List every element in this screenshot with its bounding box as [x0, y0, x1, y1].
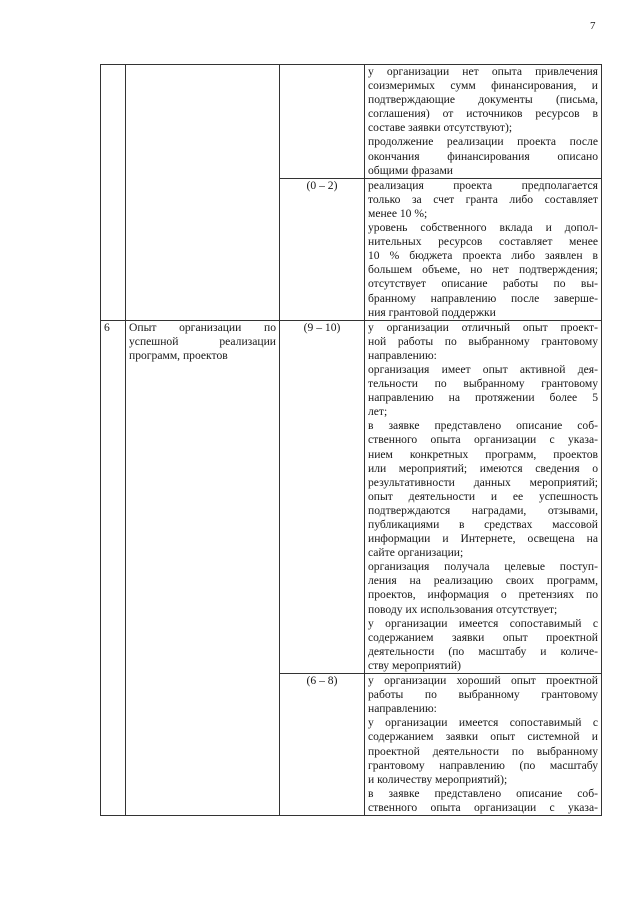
desc-line: организация получала целевые поступ- [368, 560, 598, 574]
desc-line: реализация проекта предполагается [368, 178, 598, 192]
desc-line: проектной деятельности по выбранному [368, 744, 598, 758]
name-line: программ, проектов [129, 348, 228, 362]
desc-line: менее 10 %; [368, 206, 428, 220]
desc-line: соизмеримых сумм финансирования, и [368, 79, 598, 93]
desc-line: публикациями в средствах массовой [368, 518, 598, 531]
score-description-cell [365, 65, 602, 179]
desc-line: 10 % бюджета проекта либо заявлен в [368, 249, 598, 263]
desc-line: общими фразами [368, 163, 453, 177]
desc-line: у организации нет опыта привлечения [368, 65, 598, 78]
desc-line: подтверждающие документы (письма, [368, 93, 598, 107]
desc-line: тельности по выбранному грантовому [368, 377, 598, 391]
score-range-cell [280, 65, 365, 179]
criterion-number-cell [101, 65, 126, 321]
criteria-table [100, 64, 602, 816]
desc-line: ния грантовой поддержки [368, 305, 496, 319]
page-number: 7 [590, 20, 596, 32]
desc-line: ственного опыта организации с указа- [368, 433, 598, 447]
desc-line: направлению на протяжении более 5 [368, 391, 598, 405]
score-description-cell [365, 674, 602, 816]
desc-line: ной работы по выбранному грантовому [368, 334, 598, 348]
criterion-name-cell [126, 320, 280, 815]
desc-line: бранному направлению после заверше- [368, 291, 598, 305]
desc-line: в заявке представлено описание соб- [368, 419, 598, 433]
desc-line: грантовому направлению (по масштабу [368, 758, 598, 772]
desc-line: поводу их использования отсутствует; [368, 602, 558, 616]
desc-line: содержанием заявки опыт системной и [368, 730, 598, 744]
desc-line: направлению: [368, 348, 437, 362]
desc-line: результативности данных мероприятий; [368, 475, 598, 489]
desc-line: продолжение реализации проекта после [368, 135, 598, 149]
desc-line: у организации хороший опыт проектной [368, 674, 598, 688]
desc-line: деятельности (по масштабу и количе- [368, 644, 598, 658]
desc-line: сайте организации; [368, 546, 464, 560]
desc-line: у организации имеется сопоставимый с [368, 716, 598, 730]
desc-line: опыт деятельности и ее успешность [368, 489, 598, 503]
score-range-cell: (6 – 8) [280, 674, 365, 816]
desc-line: нительных ресурсов составляет менее [368, 235, 598, 249]
criterion-number-cell: 6 [101, 320, 126, 815]
desc-line: окончания финансирования описано [368, 149, 598, 163]
desc-line: подтверждаются наградами, отзывами, [368, 503, 598, 517]
desc-line: информации и Интернете, освещена на [368, 532, 598, 546]
score-description-cell [365, 178, 602, 320]
criterion-name-cell [126, 65, 280, 321]
desc-line: нием конкретных программ, проектов [368, 447, 598, 461]
name-line: Опыт организации по [129, 320, 276, 334]
desc-line: и количеству мероприятий); [368, 772, 508, 786]
desc-line: составе заявки отсутствуют); [368, 121, 513, 135]
desc-line: работы по выбранному грантовому [368, 688, 598, 702]
desc-line: ству мероприятий) [368, 658, 461, 672]
desc-line: содержанием заявки опыт проектной [368, 630, 598, 644]
desc-line: проектов, информация о претензиях по [368, 588, 598, 602]
desc-line: отсутствует описание работы по вы- [368, 277, 598, 291]
table-row [101, 320, 602, 673]
desc-line: ления на реализацию своих программ, [368, 574, 598, 588]
criteria-table-body [101, 65, 602, 816]
score-range-cell: (0 – 2) [280, 178, 365, 320]
desc-line: ственного опыта организации с указа- [368, 800, 598, 814]
desc-line: уровень собственного вклада и допол- [368, 221, 598, 235]
desc-line: направлению: [368, 702, 437, 716]
name-line: успешной реализации [129, 334, 276, 348]
desc-line: только за счет гранта либо составляет [368, 192, 598, 206]
desc-line: или мероприятий; имеются сведения о [368, 461, 598, 475]
desc-line: организация имеет опыт активной дея- [368, 362, 598, 376]
desc-line: соглашения) от источников ресурсов в [368, 107, 598, 121]
score-range-cell: (9 – 10) [280, 320, 365, 673]
score-description-cell [365, 320, 602, 673]
desc-line: лет; [368, 405, 388, 419]
table-row [101, 65, 602, 179]
desc-line: у организации отличный опыт проект- [368, 320, 598, 334]
desc-line: в заявке представлено описание соб- [368, 786, 598, 800]
desc-line: у организации имеется сопоставимый с [368, 616, 598, 630]
desc-line: большем объеме, но нет подтверждения; [368, 263, 598, 277]
